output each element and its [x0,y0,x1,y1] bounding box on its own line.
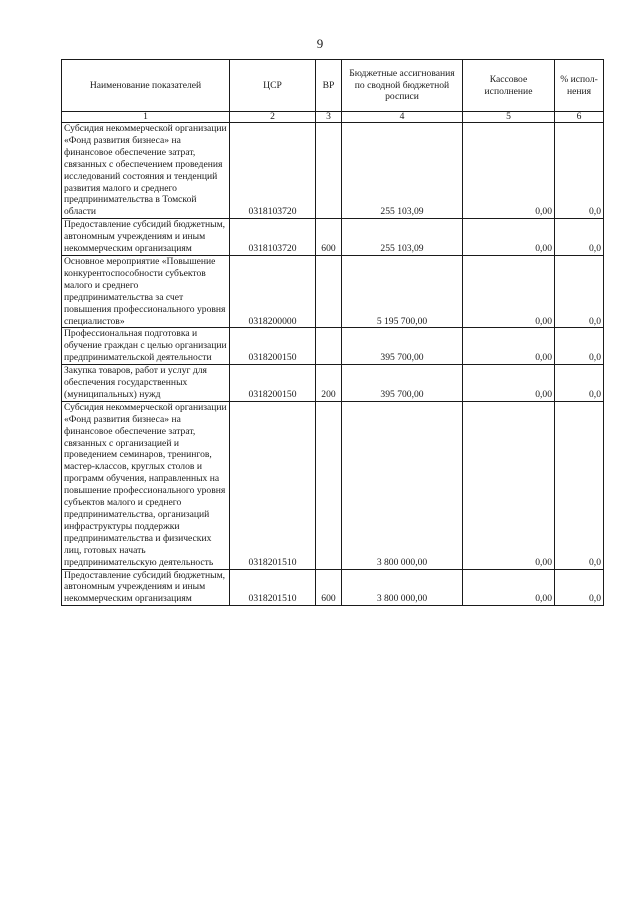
execution-percent: 0,0 [555,569,604,606]
budget-amount: 255 103,09 [342,219,463,256]
column-number: 2 [230,112,316,123]
execution-percent: 0,0 [555,401,604,569]
column-number-row [62,112,604,123]
table-row [62,365,604,402]
cash-amount: 0,00 [463,401,555,569]
header-indicator-name: Наименование показателей [62,60,230,112]
column-number: 4 [342,112,463,123]
vr-code [316,123,342,219]
indicator-name: Основное мероприятие «Повышение конкурентоспособности субъектов малого и среднего предпринимательства за счет повышения профессионального уровня специалистов» [62,255,230,327]
csr-code: 0318200150 [230,328,316,365]
csr-code: 0318201510 [230,569,316,606]
table-row [62,569,604,606]
indicator-name: Закупка товаров, работ и услуг для обеспечения государственных (муниципальных) нужд [62,365,230,402]
budget-amount: 3 800 000,00 [342,569,463,606]
budget-amount: 3 800 000,00 [342,401,463,569]
cash-amount: 0,00 [463,365,555,402]
cash-amount: 0,00 [463,219,555,256]
column-number: 6 [555,112,604,123]
vr-code: 600 [316,569,342,606]
csr-code: 0318103720 [230,219,316,256]
budget-amount: 255 103,09 [342,123,463,219]
budget-execution-table [61,59,604,606]
table-row [62,401,604,569]
cash-amount: 0,00 [463,123,555,219]
vr-code [316,401,342,569]
csr-code: 0318200000 [230,255,316,327]
csr-code: 0318103720 [230,123,316,219]
csr-code: 0318201510 [230,401,316,569]
cash-amount: 0,00 [463,255,555,327]
vr-code: 600 [316,219,342,256]
indicator-name: Субсидия некоммерческой организации «Фонд развития бизнеса» на финансовое обеспечение затрат, связанных с организацией и проведением семинаров, тренингов, мастер-классов, круглых столов и программ обучения, направленных на повышение профессионального уровня субъектов малого и среднего предпринимательства, организаций инфраструктуры поддержки предпринимательства и физических лиц, готовых начать предпринимательскую деятельность [62,401,230,569]
vr-code: 200 [316,365,342,402]
indicator-name: Предоставление субсидий бюджетным, автономным учреждениям и иным некоммерческим организациям [62,569,230,606]
header-budget-allocations: Бюджетные ассигнования по сводной бюджетной росписи [342,60,463,112]
page-number: 9 [316,36,324,51]
budget-amount: 5 195 700,00 [342,255,463,327]
execution-percent: 0,0 [555,255,604,327]
header-row [62,60,604,112]
indicator-name: Субсидия некоммерческой организации «Фонд развития бизнеса» на финансовое обеспечение затрат, связанных с обеспечением проведения исследований состояния и тенденций развития малого и среднего предпринимательства в Томской области [62,123,230,219]
table-row [62,328,604,365]
execution-percent: 0,0 [555,365,604,402]
header-cash-execution: Кассовое исполнение [463,60,555,112]
table-row [62,219,604,256]
cash-amount: 0,00 [463,569,555,606]
table-row [62,123,604,219]
indicator-name: Предоставление субсидий бюджетным, автономным учреждениям и иным некоммерческим организациям [62,219,230,256]
cash-amount: 0,00 [463,328,555,365]
header-vr: ВР [316,60,342,112]
indicator-name: Профессиональная подготовка и обучение граждан с целью организации предпринимательской деятельности [62,328,230,365]
budget-amount: 395 700,00 [342,328,463,365]
execution-percent: 0,0 [555,219,604,256]
column-number: 5 [463,112,555,123]
header-execution-percent: % испол-нения [555,60,604,112]
execution-percent: 0,0 [555,328,604,365]
header-csr: ЦСР [230,60,316,112]
budget-amount: 395 700,00 [342,365,463,402]
csr-code: 0318200150 [230,365,316,402]
vr-code [316,328,342,365]
column-number: 3 [316,112,342,123]
table-row [62,255,604,327]
execution-percent: 0,0 [555,123,604,219]
vr-code [316,255,342,327]
column-number: 1 [62,112,230,123]
